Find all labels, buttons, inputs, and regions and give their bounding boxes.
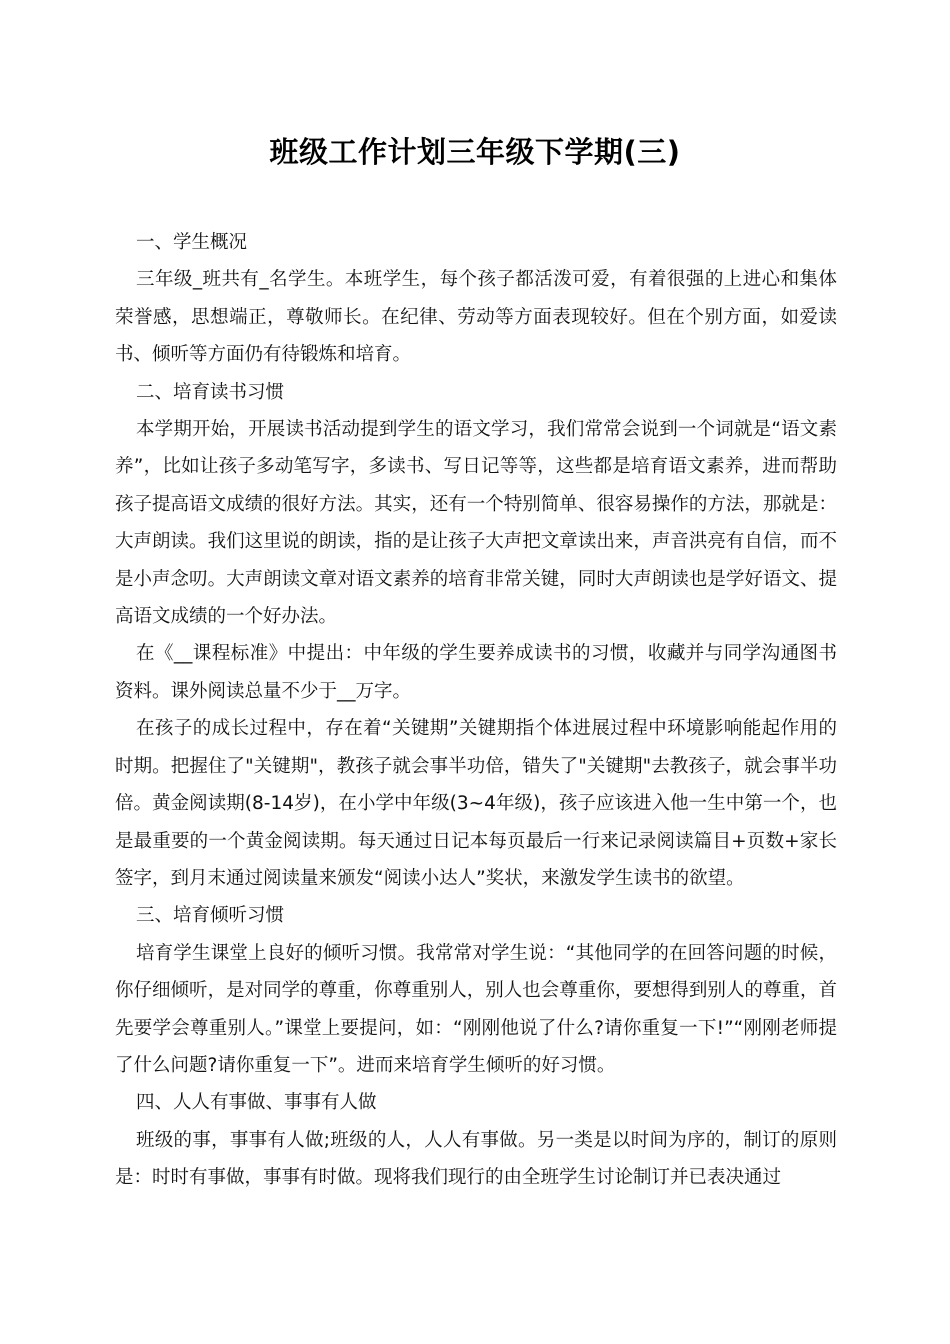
paragraph: 本学期开始，开展读书活动提到学生的语文学习，我们常常会说到一个词就是“语文素养”，比如让孩子多动笔写字，多读书、写日记等等，这些都是培育语文素养，进而帮助孩子提高语文成绩的很好方法。其实，还有一个特别简单、很容易操作的方法，那就是：大声朗读。我们这里说的朗读，指的是让孩子大声把文章读出来，声音洪亮有自信，而不是小声念叨。大声朗读文章对语文素养的培育非常关键，同时大声朗读也是学好语文、提高语文成绩的一个好办法。 bbox=[115, 419, 837, 628]
section-heading-reading-habit: 二、培育读书习惯 bbox=[136, 381, 285, 403]
paragraph: 在《__课程标准》中提出：中年级的学生要养成读书的习惯，收藏并与同学沟通图书资料。课外阅读总量不少于__万字。 bbox=[115, 643, 837, 702]
document-title: 班级工作计划三年级下学期(三) bbox=[269, 135, 681, 169]
paragraph: 培育学生课堂上良好的倾听习惯。我常常对学生说：“其他同学的在回答问题的时候，你仔细倾听，是对同学的尊重，你尊重别人，别人也会尊重你，要想得到别人的尊重，首先要学会尊重别人。”课堂上要提问，如：“刚刚他说了什么?请你重复一下!”“刚刚老师提了什么问题?请你重复一下”。进而来培育学生倾听的好习惯。 bbox=[115, 942, 837, 1076]
paragraph: 三年级_班共有_名学生。本班学生，每个孩子都活泼可爱，有着很强的上进心和集体荣誉感，思想端正，尊敬师长。在纪律、劳动等方面表现较好。但在个别方面，如爱读书、倾听等方面仍有待锻炼和培育。 bbox=[115, 269, 837, 366]
paragraph: 班级的事，事事有人做;班级的人，人人有事做。另一类是以时间为序的，制订的原则是：时时有事做，事事有时做。现将我们现行的由全班学生讨论制订并已表决通过 bbox=[115, 1129, 837, 1189]
document-body bbox=[115, 224, 837, 1197]
paragraph: 在孩子的成长过程中，存在着“关键期”关键期指个体进展过程中环境影响能起作用的时期。把握住了"关键期"，教孩子就会事半功倍，错失了"关键期"去教孩子，就会事半功倍。黄金阅读期(8-14岁)，在小学中年级(3~4年级)，孩子应该进入他一生中第一个，也是最重要的一个黄金阅读期。每天通过日记本每页最后一行来记录阅读篇目+页数+家长签字，到月末通过阅读量来颁发“阅读小达人”奖状，来激发学生读书的欲望。 bbox=[115, 718, 837, 889]
section-heading-everyone-has-task: 四、人人有事做、事事有人做 bbox=[136, 1092, 377, 1114]
section-heading-student-overview: 一、学生概况 bbox=[136, 232, 248, 253]
section-heading-listening-habit: 三、培育倾听习惯 bbox=[136, 905, 285, 927]
